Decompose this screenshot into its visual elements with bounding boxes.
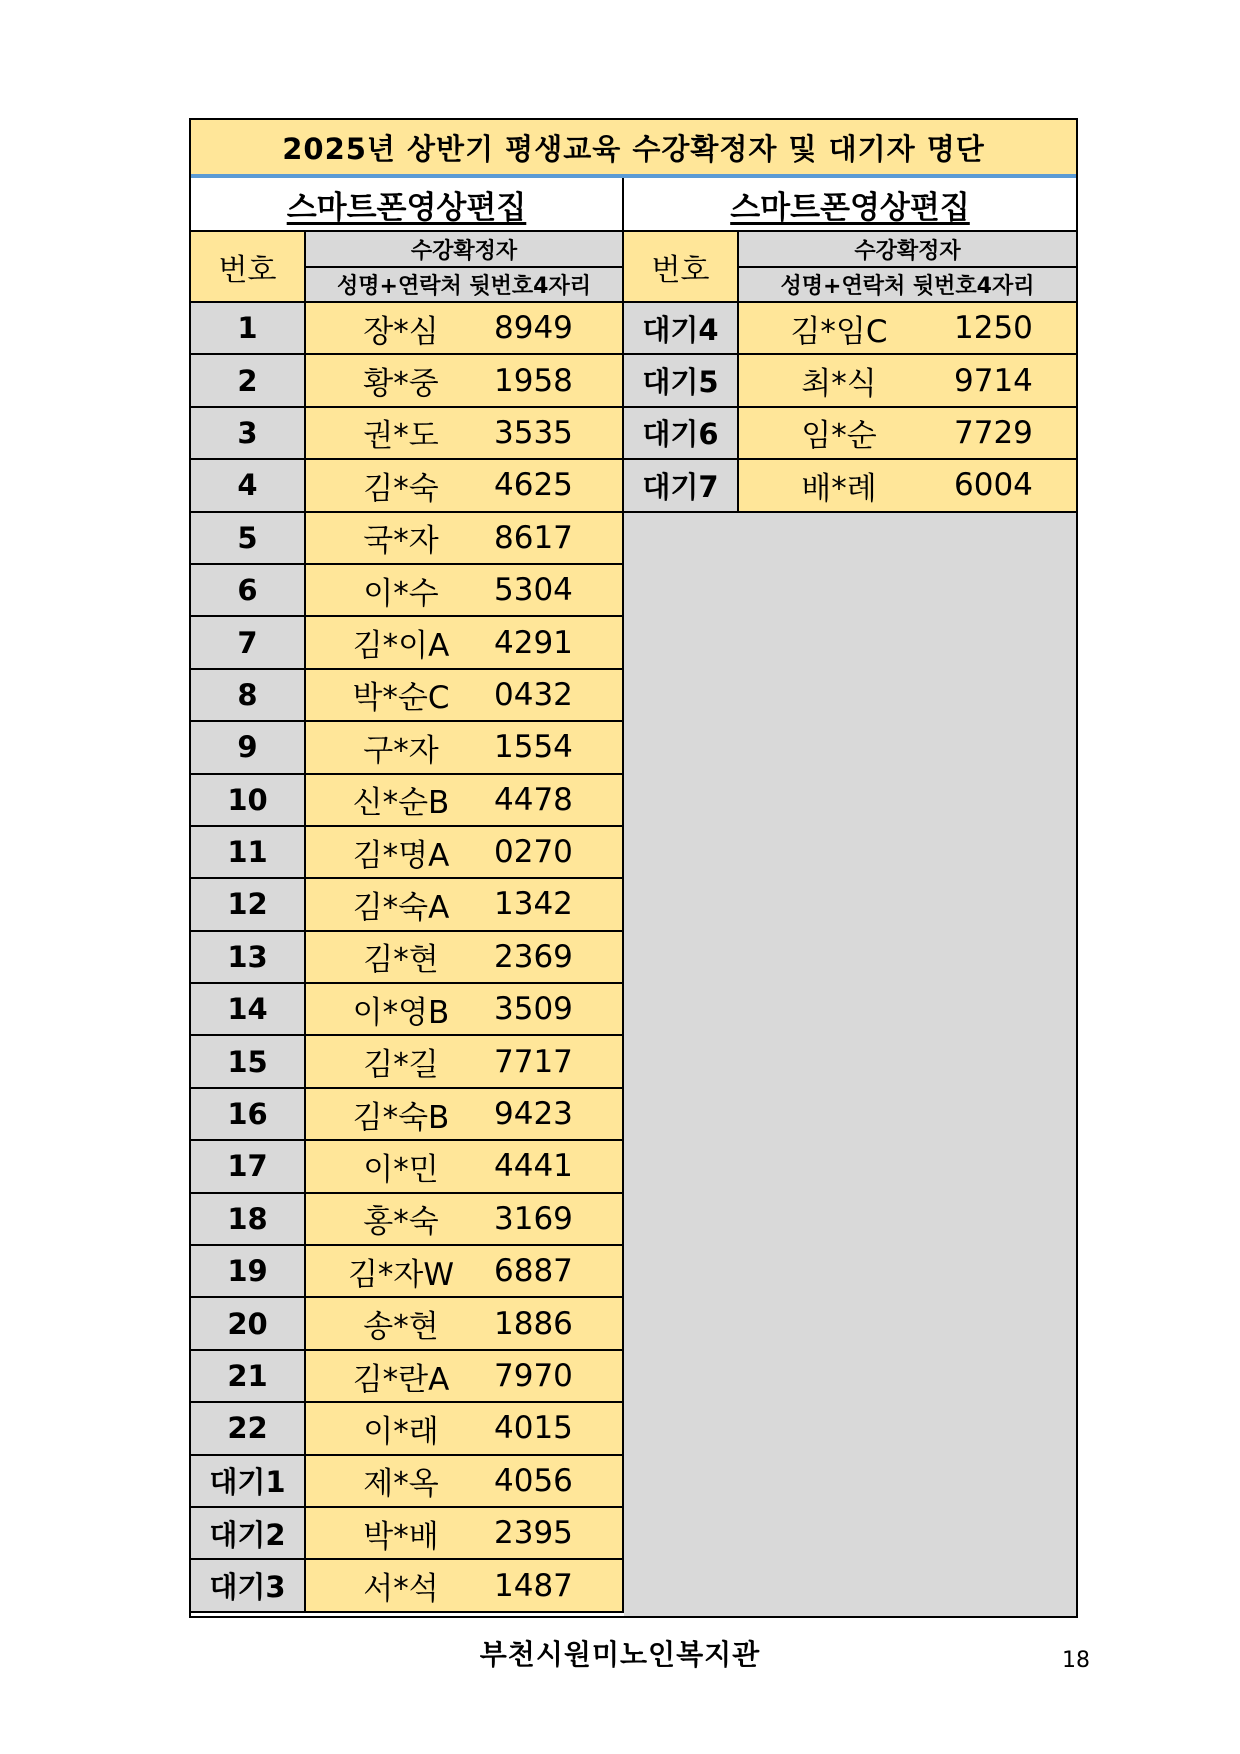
- row-number: 2: [191, 355, 306, 405]
- participant-name: 김*숙A: [352, 889, 450, 926]
- row-data-cell: [306, 827, 624, 877]
- phone-last-four: 6887: [494, 1253, 573, 1290]
- participant-name: 권*도: [363, 418, 439, 455]
- left-roster-list: [191, 303, 624, 1613]
- left-header-name-phone: 성명+연락처 뒷번호4자리: [306, 268, 624, 303]
- row-number: 5: [191, 513, 306, 563]
- row-number: 대기6: [624, 408, 739, 458]
- table-row: [191, 1456, 624, 1508]
- row-data-cell: [739, 460, 1076, 510]
- table-row: [191, 1036, 624, 1088]
- row-number: 11: [191, 827, 306, 877]
- phone-last-four: 6004: [954, 467, 1033, 504]
- row-number: 대기2: [191, 1508, 306, 1558]
- right-header-confirmed: 수강확정자: [739, 232, 1076, 268]
- row-data-cell: [306, 460, 624, 510]
- participant-name: 김*길: [363, 1047, 439, 1084]
- phone-last-four: 4056: [494, 1462, 573, 1499]
- row-data-cell: [306, 1246, 624, 1296]
- row-data-cell: [306, 355, 624, 405]
- row-data-cell: [306, 1456, 624, 1506]
- phone-last-four: 9423: [494, 1096, 573, 1133]
- table-row: [624, 355, 1076, 407]
- row-number: 1: [191, 303, 306, 353]
- row-number: 대기7: [624, 460, 739, 510]
- roster-title: 2025년 상반기 평생교육 수강확정자 및 대기자 명단: [191, 120, 1076, 178]
- table-row: [191, 303, 624, 355]
- participant-name: 김*자W: [347, 1256, 455, 1293]
- right-header-number: 번호: [624, 232, 739, 303]
- phone-last-four: 8949: [494, 310, 573, 347]
- table-row: [191, 460, 624, 512]
- row-number: 4: [191, 460, 306, 510]
- row-data-cell: [306, 565, 624, 615]
- row-data-cell: [306, 1403, 624, 1453]
- phone-last-four: 8617: [494, 519, 573, 556]
- table-row: [191, 1141, 624, 1193]
- table-row: [191, 932, 624, 984]
- table-row: [191, 827, 624, 879]
- participant-name: 임*순: [801, 418, 877, 455]
- participant-name: 홍*숙: [363, 1204, 439, 1241]
- table-row: [191, 670, 624, 722]
- row-data-cell: [306, 1298, 624, 1348]
- phone-last-four: 1886: [494, 1305, 573, 1342]
- row-number: 15: [191, 1036, 306, 1086]
- participant-name: 서*석: [363, 1571, 439, 1608]
- table-row: [191, 1246, 624, 1298]
- left-header-confirmed: 수강확정자: [306, 232, 624, 268]
- row-data-cell: [306, 722, 624, 772]
- phone-last-four: 9714: [954, 362, 1033, 399]
- table-row: [191, 1089, 624, 1141]
- phone-last-four: 4478: [494, 781, 573, 818]
- table-row: [191, 722, 624, 774]
- row-data-cell: [306, 1194, 624, 1244]
- phone-last-four: 4625: [494, 467, 573, 504]
- row-data-cell: [739, 303, 1076, 353]
- table-row: [191, 408, 624, 460]
- row-number: 3: [191, 408, 306, 458]
- phone-last-four: 7717: [494, 1043, 573, 1080]
- participant-name: 이*영B: [352, 994, 450, 1031]
- row-data-cell: [739, 355, 1076, 405]
- left-header-number: 번호: [191, 232, 306, 303]
- phone-last-four: 4441: [494, 1148, 573, 1185]
- table-row: [191, 1194, 624, 1246]
- phone-last-four: 1554: [494, 729, 573, 766]
- row-number: 13: [191, 932, 306, 982]
- row-number: 8: [191, 670, 306, 720]
- participant-name: 박*순C: [352, 680, 450, 717]
- right-empty-area: [624, 513, 1076, 1616]
- page-number: 18: [1062, 1648, 1090, 1673]
- row-number: 7: [191, 617, 306, 667]
- phone-last-four: 5304: [494, 572, 573, 609]
- row-number: 14: [191, 984, 306, 1034]
- row-data-cell: [739, 408, 1076, 458]
- participant-name: 김*명A: [352, 837, 450, 874]
- row-data-cell: [306, 775, 624, 825]
- participant-name: 김*란A: [352, 1361, 450, 1398]
- table-row: [191, 355, 624, 407]
- right-header-name-phone: 성명+연락처 뒷번호4자리: [739, 268, 1076, 303]
- participant-name: 김*이A: [352, 628, 450, 665]
- participant-name: 최*식: [801, 366, 877, 403]
- participant-name: 김*숙B: [352, 1099, 450, 1136]
- phone-last-four: 7729: [954, 414, 1033, 451]
- phone-last-four: 1250: [954, 310, 1033, 347]
- participant-name: 송*현: [363, 1309, 439, 1346]
- right-roster-list: [624, 303, 1076, 513]
- table-row: [191, 1298, 624, 1350]
- table-row: [191, 1560, 624, 1612]
- right-section-title: 스마트폰영상편집: [624, 178, 1076, 232]
- participant-name: 김*임C: [790, 313, 888, 350]
- phone-last-four: 2369: [494, 938, 573, 975]
- table-row: [191, 984, 624, 1036]
- phone-last-four: 3509: [494, 991, 573, 1028]
- phone-last-four: 0270: [494, 834, 573, 871]
- participant-name: 이*수: [363, 575, 439, 612]
- participant-name: 신*순B: [352, 785, 450, 822]
- row-data-cell: [306, 1351, 624, 1401]
- phone-last-four: 1958: [494, 362, 573, 399]
- participant-name: 장*심: [363, 313, 439, 350]
- row-data-cell: [306, 1036, 624, 1086]
- row-data-cell: [306, 1089, 624, 1139]
- table-row: [191, 565, 624, 617]
- roster-sheet: [189, 118, 1078, 1618]
- row-data-cell: [306, 1508, 624, 1558]
- phone-last-four: 2395: [494, 1515, 573, 1552]
- row-number: 20: [191, 1298, 306, 1348]
- participant-name: 박*배: [363, 1518, 439, 1555]
- phone-last-four: 3535: [494, 414, 573, 451]
- phone-last-four: 3169: [494, 1200, 573, 1237]
- row-data-cell: [306, 1560, 624, 1610]
- row-data-cell: [306, 303, 624, 353]
- left-section-title: 스마트폰영상편집: [191, 178, 624, 232]
- row-number: 9: [191, 722, 306, 772]
- row-data-cell: [306, 984, 624, 1034]
- phone-last-four: 1342: [494, 886, 573, 923]
- table-row: [191, 513, 624, 565]
- row-data-cell: [306, 513, 624, 563]
- row-number: 대기5: [624, 355, 739, 405]
- row-number: 6: [191, 565, 306, 615]
- row-number: 19: [191, 1246, 306, 1296]
- row-data-cell: [306, 670, 624, 720]
- row-data-cell: [306, 408, 624, 458]
- participant-name: 김*현: [363, 942, 439, 979]
- table-row: [191, 617, 624, 669]
- table-row: [191, 1403, 624, 1455]
- row-number: 18: [191, 1194, 306, 1244]
- participant-name: 구*자: [363, 732, 439, 769]
- phone-last-four: 0432: [494, 676, 573, 713]
- table-row: [191, 879, 624, 931]
- row-number: 17: [191, 1141, 306, 1191]
- row-data-cell: [306, 932, 624, 982]
- row-number: 16: [191, 1089, 306, 1139]
- phone-last-four: 7970: [494, 1358, 573, 1394]
- participant-name: 이*래: [363, 1413, 439, 1450]
- row-data-cell: [306, 1141, 624, 1191]
- participant-name: 국*자: [363, 523, 439, 560]
- phone-last-four: 4291: [494, 624, 573, 661]
- table-row: [624, 303, 1076, 355]
- table-row: [191, 1508, 624, 1560]
- participant-name: 이*민: [363, 1151, 439, 1188]
- row-number: 10: [191, 775, 306, 825]
- row-number: 12: [191, 879, 306, 929]
- table-row: [191, 1351, 624, 1403]
- table-row: [191, 775, 624, 827]
- participant-name: 김*숙: [363, 470, 439, 507]
- footer-organization: 부천시원미노인복지관: [479, 1638, 761, 1671]
- row-number: 대기4: [624, 303, 739, 353]
- participant-name: 제*옥: [363, 1466, 439, 1503]
- phone-last-four: 1487: [494, 1567, 573, 1604]
- row-number: 대기3: [191, 1560, 306, 1610]
- participant-name: 배*례: [801, 470, 877, 507]
- row-number: 22: [191, 1403, 306, 1453]
- participant-name: 황*중: [363, 366, 439, 403]
- row-number: 21: [191, 1351, 306, 1401]
- row-number: 대기1: [191, 1456, 306, 1506]
- table-row: [624, 460, 1076, 512]
- row-data-cell: [306, 617, 624, 667]
- table-row: [624, 408, 1076, 460]
- row-data-cell: [306, 879, 624, 929]
- phone-last-four: 4015: [494, 1410, 573, 1447]
